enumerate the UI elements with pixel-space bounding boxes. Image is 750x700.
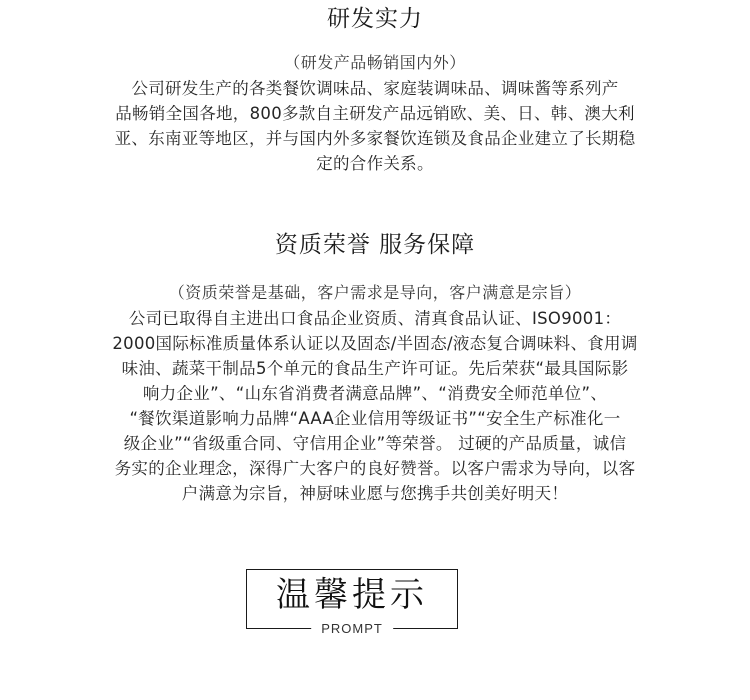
section-subtitle: （研发产品畅销国内外） [284,53,466,72]
paragraph-line: 定的合作关系。 [316,154,434,173]
section-title: 研发实力 [327,6,423,32]
prompt-subtitle: PROMPT [311,621,393,637]
paragraph-line: 级企业”“省级重合同、守信用企业”等荣誉。 过硬的产品质量，诚信 [123,434,627,453]
paragraph-line: 亚、东南亚等地区，并与国内外多家餐饮连锁及食品企业建立了长期稳 [114,129,636,148]
paragraph-line: 味油、蔬菜干制品5个单元的食品生产许可证。先后荣获“最具国际影 [121,359,629,378]
paragraph-line: 务实的企业理念，深得广大客户的良好赞誉。以客户需求为导向，以客 [114,459,636,478]
paragraph-line: 2000国际标准质量体系认证以及固态/半固态/液态复合调味料、食用调 [112,334,638,353]
section-paragraph [70,306,680,506]
paragraph-line: 户满意为宗旨，神厨味业愿与您携手共创美好明天！ [181,484,569,503]
paragraph-line: 公司已取得自主进出口食品企业资质、清真食品认证、ISO9001： [128,309,622,328]
paragraph-line: 品畅销全国各地，800多款自主研发产品远销欧、美、日、韩、澳大利 [115,104,635,123]
paragraph-line: “餐饮渠道影响力品牌“AAA企业信用等级证书”“安全生产标准化一 [129,409,621,428]
section-paragraph [70,76,680,176]
rd-strength-section [0,4,750,176]
paragraph-line: 公司研发生产的各类餐饮调味品、家庭装调味品、调味酱等系列产 [131,79,619,98]
section-title: 资质荣誉 服务保障 [274,232,476,258]
qualification-section [0,230,750,506]
prompt-title: 温馨提示 [276,575,428,615]
warm-prompt-banner [246,569,458,636]
section-subtitle: （资质荣誉是基础，客户需求是导向，客户满意是宗旨） [168,283,582,302]
paragraph-line: 响力企业”、“山东省消费者满意品牌”、“消费安全师范单位”、 [142,384,608,403]
